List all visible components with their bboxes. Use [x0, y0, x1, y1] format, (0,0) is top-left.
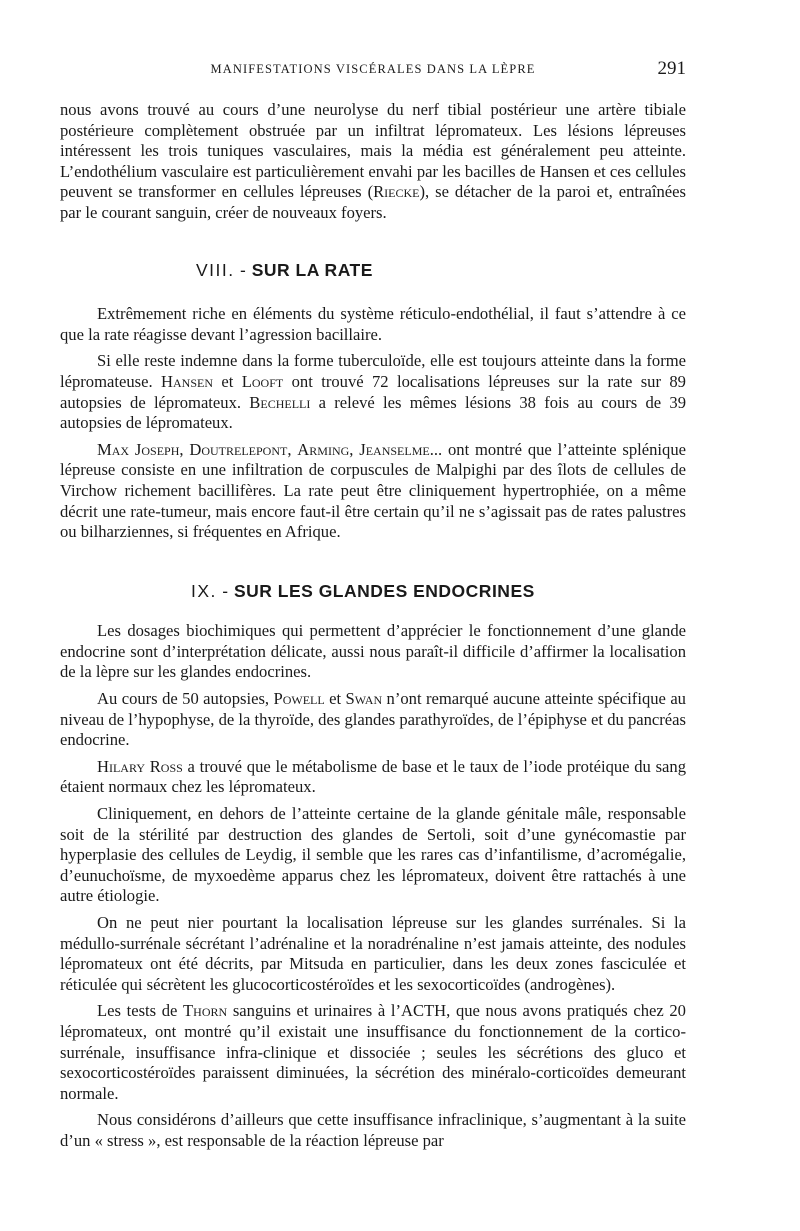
- paragraph: Extrêmement riche en éléments du système réticulo-endothélial, il faut s’attendre à ce que la rate réagisse devant l’agression bacillaire.: [60, 304, 686, 344]
- paragraph: [60, 1001, 686, 1104]
- paragraph-text: Les tests de: [97, 1001, 184, 1021]
- paragraph: On ne peut nier pourtant la localisation lépreuse sur les glandes surrénales. Si la médullo-surrénale sécrétant l’adrénaline et la noradrénaline n’est jamais atteinte, des nodules lépromateux ont été décrits, par Mitsuda en particulier, dans les deux zones fasciculée et réticulée qui sécrètent les glucocorticostéroïdes et les sexocorticoïdes (androgènes).: [60, 913, 686, 994]
- paragraph-text: nous avons trouvé au cours d’une neurolyse du nerf tibial postérieur une artère tibiale postérieure complètement obstruée par un infiltrat lépromateux. Les lésions lépreuses intéressent les trois tuniques vasculaires, mais la média est généralement peu atteinte. L’endothélium vasculaire est particulièrement envahi par les bacilles de Hansen et ces cellules peuvent se transformer en cellules lépreuses (: [60, 100, 686, 202]
- author-name: Jeanselme: [359, 439, 430, 459]
- author-name: Powell: [273, 689, 325, 709]
- paragraph-text: Au cours de 50 autopsies,: [97, 689, 274, 709]
- paragraph-text: ont trouvé 72 localisations lépreuses sur la rate sur 89 autopsies de lépromateux.: [60, 371, 686, 412]
- paragraph-text: ,: [179, 439, 190, 459]
- paragraph-text: ,: [349, 439, 360, 459]
- paragraph: [60, 757, 686, 798]
- section-number: IX.: [191, 580, 217, 601]
- author-name: Max Joseph: [97, 439, 180, 459]
- paragraph-text: n’ont remarqué aucune atteinte spécifique au niveau de l’hypophyse, de la thyroïde, des glandes parathyroïdes, de l’épiphyse et du pancréas endocrine.: [60, 689, 686, 750]
- text-block: [60, 100, 686, 1158]
- author-name: Looft: [241, 371, 284, 391]
- section-title: SUR LES GLANDES ENDOCRINES: [233, 580, 535, 601]
- author-name: Swan: [345, 689, 383, 709]
- section-dash: -: [240, 259, 247, 280]
- paragraph: [60, 689, 686, 751]
- section-title: SUR LA RATE: [251, 259, 373, 280]
- page-number: 291: [657, 58, 686, 79]
- running-title: MANIFESTATIONS VISCÉRALES DANS LA LÈPRE: [210, 62, 536, 76]
- section-heading-ix: [60, 581, 686, 602]
- paragraph: [60, 351, 686, 433]
- author-name: Hilary Ross: [97, 756, 183, 776]
- paragraph-text: sanguins et urinaires à l’ACTH, que nous avons pratiqués chez 20 lépromateux, ont montré qu’il existait une insuffisance du fonctionnement de la cortico-surrénale, insuffisance infra-clinique et dissociée ; seules les sécrétions des gluco et sexocorticostéroïdes paraissent diminuées, la sécrétion des minéralo-corticoïdes demeurant normale.: [60, 1001, 686, 1103]
- section-dash: -: [222, 580, 229, 601]
- paragraph-text: et: [213, 371, 242, 391]
- continued-paragraph: [60, 100, 686, 224]
- paragraph-text: ), se détacher de la paroi et, entraînées par le courant sanguin, créer de nouveaux foyers.: [60, 182, 686, 222]
- running-head: [60, 60, 686, 84]
- author-name: Riecke: [373, 182, 420, 202]
- paragraph: Nous considérons d’ailleurs que cette insuffisance infraclinique, s’augmentant à la suite d’un « stress », est responsable de la réaction lépreuse par: [60, 1110, 686, 1150]
- paragraph-text: a relevé les mêmes lésions 38 fois au cours de 39 autopsies de lépromateux.: [60, 392, 686, 433]
- section-number: VIII.: [196, 259, 235, 280]
- author-name: Arming: [297, 439, 350, 459]
- paragraph-text: ,: [287, 439, 298, 459]
- paragraph-text: Si elle reste indemne dans la forme tuberculoïde, elle est toujours atteinte dans la forme lépromateuse.: [60, 351, 686, 391]
- paragraph: Les dosages biochimiques qui permettent d’apprécier le fonctionnement d’une glande endocrine sont d’interprétation délicate, aussi nous paraît-il difficile d’affirmer la localisation de la lèpre sur les glandes endocrines.: [60, 621, 686, 682]
- author-name: Doutrelepont: [189, 439, 288, 459]
- paragraph: [60, 440, 686, 543]
- section-heading-viii: [60, 260, 686, 281]
- paragraph-text: et: [324, 689, 346, 709]
- author-name: Hansen: [161, 371, 213, 391]
- author-name: Bechelli: [249, 392, 311, 412]
- paragraph-text: ... ont montré que l’atteinte splénique lépreuse consiste en une infiltration de corpuscules de Malpighi par des îlots de cellules de Virchow richement bacillifères. La rate peut être cliniquement hypertrophiée, on a même décrit une rate-tumeur, mais encore faut-il être certain qu’il ne s’agissait pas de rates palustres ou bilharziennes, si fréquentes en Afrique.: [60, 439, 687, 542]
- paragraph-text: a trouvé que le métabolisme de base et le taux de l’iode protéique du sang étaient normaux chez les lépromateux.: [60, 756, 687, 797]
- author-name: Thorn: [183, 1001, 228, 1021]
- paragraph: Cliniquement, en dehors de l’atteinte certaine de la glande génitale mâle, responsable soit de la stérilité par destruction des glandes de Sertoli, soit d’une gynécomastie par hyperplasie des cellules de Leydig, il semble que les rares cas d’infantilisme, d’acromégalie, d’eunuchoïsme, de myxoedème apparus chez les lépromateux, doivent être rattachés à une autre étiologie.: [60, 804, 686, 906]
